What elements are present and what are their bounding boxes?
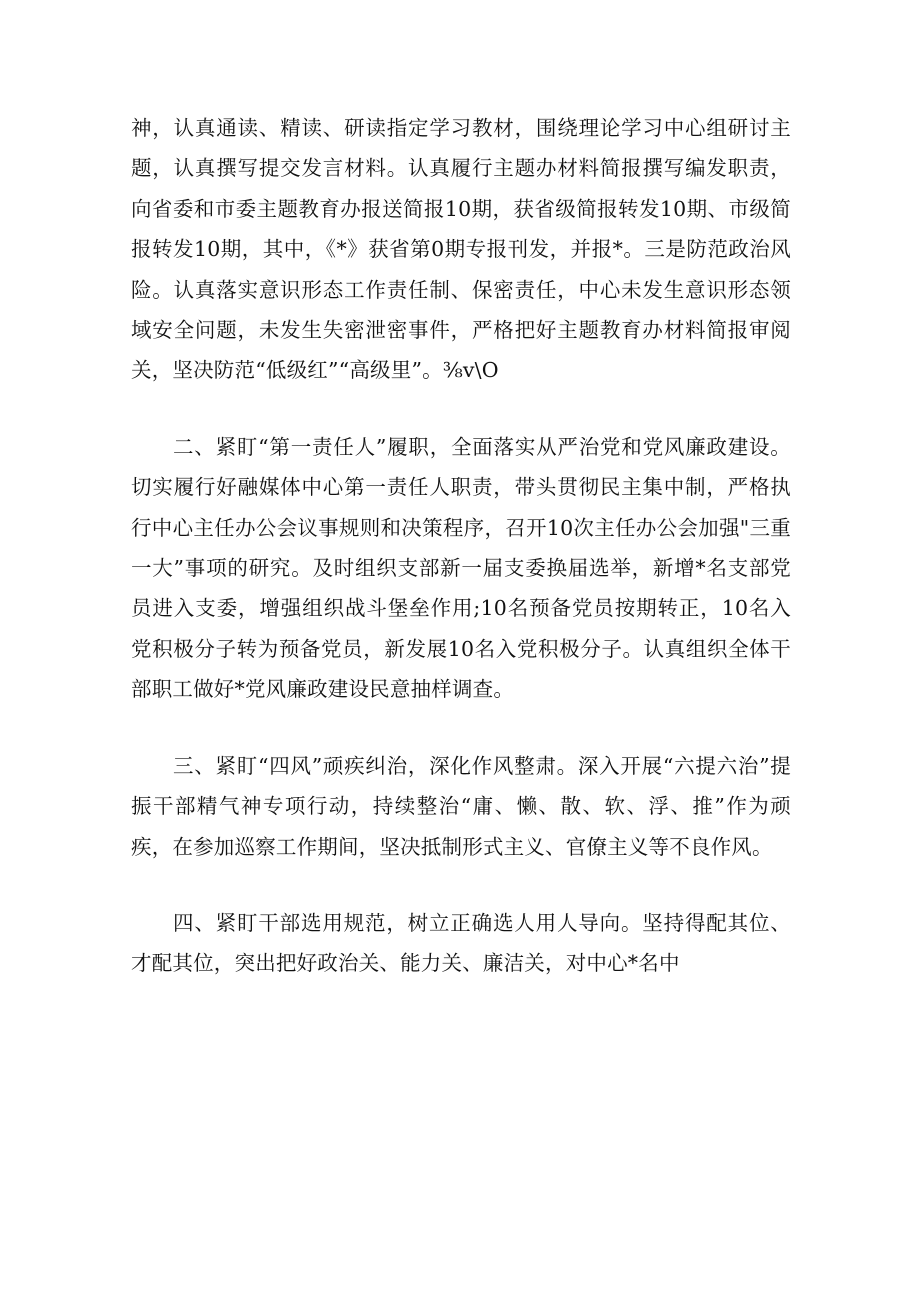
- document-body: [131, 108, 791, 984]
- paragraph-continuation: 神，认真通读、精读、研读指定学习教材，围绕理论学习中心组研讨主题，认真撰写提交发言材料。认真履行主题办材料简报撰写编发职责，向省委和市委主题教育办报送简报10期，获省级简报转发10期、市级简报转发10期，其中，《*》获省第0期专报刊发，并报*。三是防范政治风险。认真落实意识形态工作责任制、保密责任，中心未发生意识形态领域安全问题，未发生失密泄密事件，严格把好主题教育办材料简报审阅关，坚决防范“低级红”“高级里”。⅜v\O: [131, 116, 791, 383]
- paragraph-section-two: 二、紧盯“第一责任人”履职，全面落实从严治党和党风廉政建设。切实履行好融媒体中心第一责任人职责，带头贯彻民主集中制，严格执行中心主任办公会议事规则和决策程序，召开10次主任办公会加强"三重一大”事项的研究。及时组织支部新一届支委换届选举，新增*名支部党员进入支委，增强组织战斗堡垒作用;10名预备党员按期转正，10名入党积极分子转为预备党员，新发展10名入党积极分子。认真组织全体干部职工做好*党风廉政建设民意抽样调查。: [131, 434, 791, 702]
- paragraph-section-three: 三、紧盯“四风”顽疾纠治，深化作风整肃。深入开展“六提六治”提振干部精气神专项行动，持续整治“庸、懒、散、软、浮、推”作为顽疾，在参加巡察工作期间，坚决抵制形式主义、官僚主义等不良作风。: [131, 753, 791, 859]
- paragraph-section-four: 四、紧盯干部选用规范，树立正确选人用人导向。坚持得配其位、才配其位，突出把好政治关、能力关、廉洁关，对中心*名中: [131, 910, 791, 976]
